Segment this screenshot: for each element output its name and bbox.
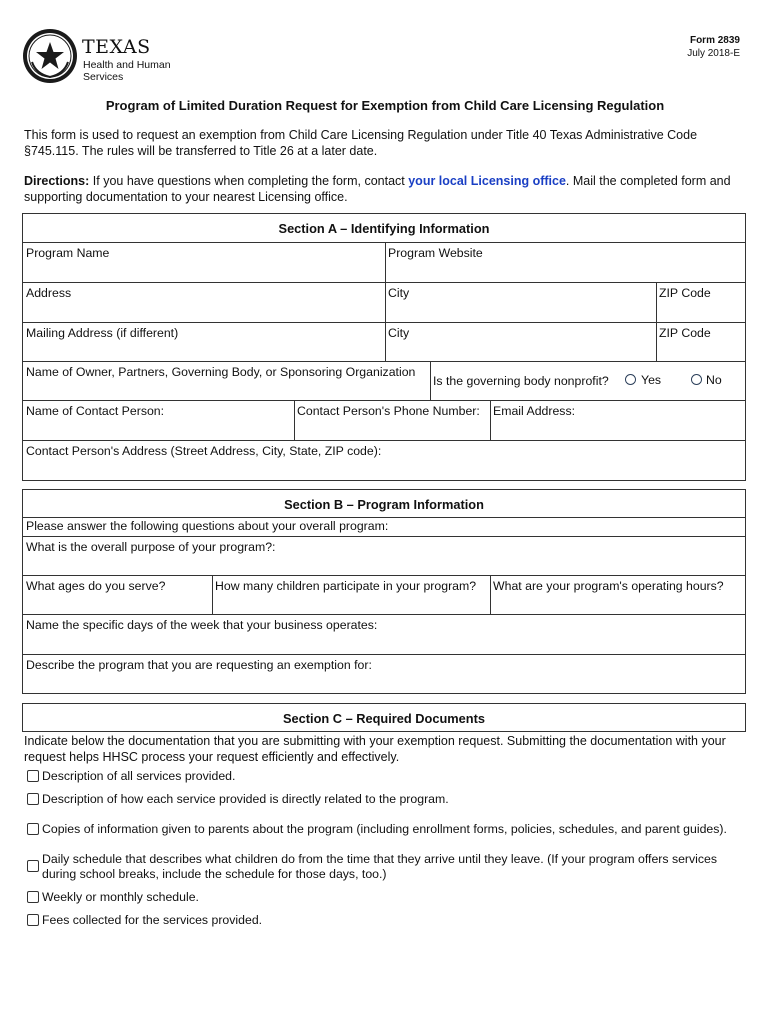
contact-address-label: Contact Person's Address (Street Address, City, State, ZIP code): bbox=[26, 444, 382, 458]
mailing-address-label: Mailing Address (if different) bbox=[26, 326, 179, 340]
operating-days-field[interactable] bbox=[23, 616, 745, 654]
operating-hours-field[interactable] bbox=[490, 577, 745, 614]
directions-label: Directions: bbox=[24, 174, 90, 188]
children-count-label: How many children participate in your program? bbox=[215, 579, 477, 593]
contact-name-label: Name of Contact Person: bbox=[26, 404, 165, 418]
section-c-header bbox=[22, 703, 746, 732]
doc-checkbox-fees[interactable] bbox=[27, 914, 39, 926]
contact-address-field[interactable] bbox=[23, 442, 745, 480]
purpose-label: What is the overall purpose of your program?: bbox=[26, 540, 276, 554]
doc-label-fees: Fees collected for the services provided. bbox=[42, 913, 263, 927]
intro-paragraph: This form is used to request an exemption from Child Care Licensing Regulation under Title 40 Texas Administrative Code §745.115. The rules will be transferred to Title 26 at a later date. bbox=[24, 128, 698, 158]
program-description-field[interactable] bbox=[23, 656, 745, 693]
email-label: Email Address: bbox=[493, 404, 576, 418]
owner-name-label: Name of Owner, Partners, Governing Body, or Sponsoring Organization bbox=[26, 365, 416, 379]
contact-phone-field[interactable] bbox=[294, 402, 490, 440]
directions-text-1: If you have questions when completing the form, contact bbox=[89, 174, 409, 188]
doc-label-daily-schedule: Daily schedule that describes what children do from the time that they arrive until they leave. (If your program offers services during school breaks, include the schedule for those days, too.) bbox=[42, 852, 718, 881]
doc-checkbox-weekly-schedule[interactable] bbox=[27, 891, 39, 903]
address-label: Address bbox=[26, 286, 72, 300]
doc-label-weekly-schedule: Weekly or monthly schedule. bbox=[42, 890, 199, 904]
doc-checkbox-service-relation[interactable] bbox=[27, 793, 39, 805]
city-label: City bbox=[388, 286, 410, 300]
zip-code-field[interactable] bbox=[656, 284, 745, 322]
section-b-title: Section B – Program Information bbox=[284, 497, 484, 512]
nonprofit-no-radio[interactable] bbox=[691, 374, 702, 385]
doc-checkbox-parent-info[interactable] bbox=[27, 823, 39, 835]
program-name-field[interactable] bbox=[23, 244, 385, 282]
form-date: July 2018-E bbox=[687, 48, 740, 59]
children-count-field[interactable] bbox=[212, 577, 490, 614]
ages-field[interactable] bbox=[23, 577, 212, 614]
program-name-label: Program Name bbox=[26, 246, 110, 260]
nonprofit-question: Is the governing body nonprofit? bbox=[433, 374, 609, 388]
directions-text-2: . Mail the completed form and supporting documentation to your nearest Licensing office. bbox=[24, 174, 731, 204]
mailing-city-field[interactable] bbox=[385, 324, 656, 361]
texas-seal-icon bbox=[22, 28, 78, 84]
section-c-instruction: Indicate below the documentation that you are submitting with your exemption request. Submitting the documentation with your request helps HHSC process your request efficiently and effectively. bbox=[24, 734, 726, 764]
program-website-label: Program Website bbox=[388, 246, 483, 260]
form-number: Form 2839 bbox=[689, 35, 740, 46]
logo-subtitle-1: Health and Human bbox=[83, 59, 171, 71]
contact-name-field[interactable] bbox=[23, 402, 294, 440]
section-a-box bbox=[22, 213, 746, 481]
logo-texas-text: TEXAS bbox=[82, 36, 151, 58]
nonprofit-no-label: No bbox=[706, 373, 722, 387]
doc-checkbox-services[interactable] bbox=[27, 770, 39, 782]
operating-days-label: Name the specific days of the week that your business operates: bbox=[26, 618, 378, 632]
zip-code-label: ZIP Code bbox=[659, 286, 711, 300]
doc-label-parent-info: Copies of information given to parents about the program (including enrollment forms, policies, schedules, and parent guides). bbox=[42, 822, 727, 836]
address-field[interactable] bbox=[23, 284, 385, 322]
purpose-field[interactable] bbox=[23, 538, 745, 575]
operating-hours-label: What are your program's operating hours? bbox=[493, 579, 724, 593]
mailing-zip-label: ZIP Code bbox=[659, 326, 711, 340]
mailing-address-field[interactable] bbox=[23, 324, 385, 361]
city-field[interactable] bbox=[385, 284, 656, 322]
program-website-field[interactable] bbox=[385, 244, 745, 282]
contact-phone-label: Contact Person's Phone Number: bbox=[297, 404, 480, 418]
doc-checkbox-daily-schedule[interactable] bbox=[27, 860, 39, 872]
email-field[interactable] bbox=[490, 402, 745, 440]
page-title: Program of Limited Duration Request for Exemption from Child Care Licensing Regulation bbox=[105, 98, 665, 113]
section-a-title: Section A – Identifying Information bbox=[278, 221, 490, 236]
nonprofit-yes-label: Yes bbox=[641, 373, 662, 387]
doc-label-services: Description of all services provided. bbox=[42, 769, 236, 783]
mailing-city-label: City bbox=[388, 326, 410, 340]
section-b-box bbox=[22, 489, 746, 694]
section-b-instruction: Please answer the following questions about your overall program: bbox=[26, 519, 389, 533]
logo-subtitle-2: Services bbox=[83, 71, 124, 83]
directions-paragraph bbox=[24, 173, 734, 205]
mailing-zip-field[interactable] bbox=[656, 324, 745, 361]
local-licensing-office-link[interactable]: your local Licensing office bbox=[408, 174, 566, 188]
form-number-block bbox=[687, 34, 740, 60]
nonprofit-yes-radio[interactable] bbox=[625, 374, 636, 385]
ages-label: What ages do you serve? bbox=[26, 579, 166, 593]
program-description-label: Describe the program that you are requesting an exemption for: bbox=[26, 658, 372, 672]
doc-label-service-relation: Description of how each service provided is directly related to the program. bbox=[42, 792, 449, 806]
hhsc-logo bbox=[22, 28, 172, 84]
section-c-title: Section C – Required Documents bbox=[283, 711, 485, 726]
owner-name-field[interactable] bbox=[23, 363, 430, 400]
